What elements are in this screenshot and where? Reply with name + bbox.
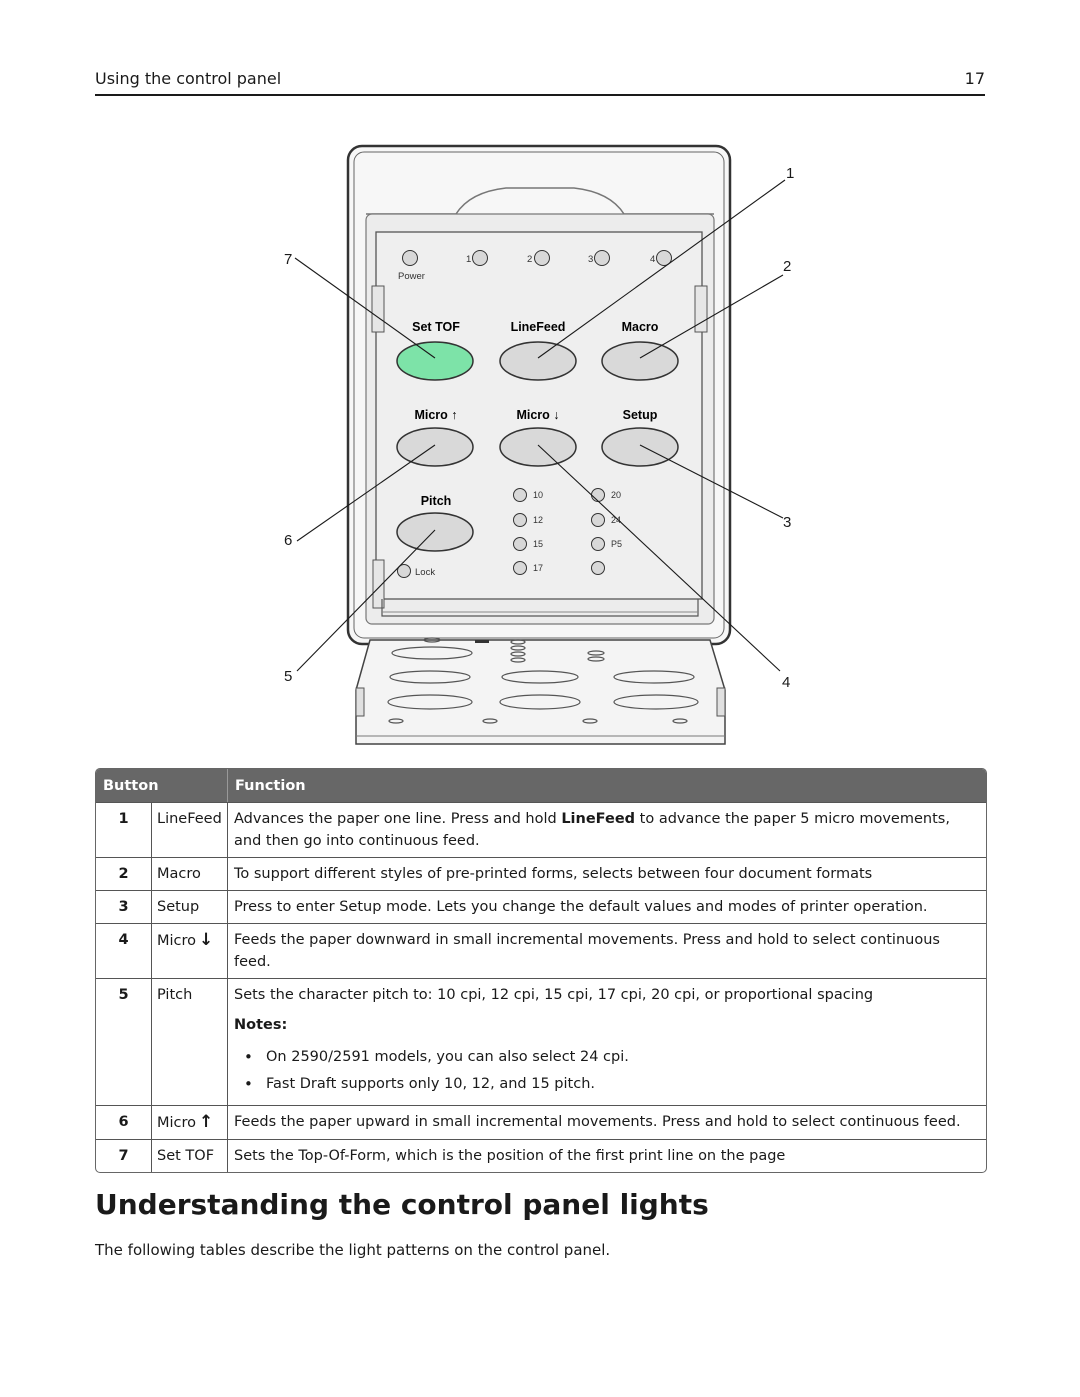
row-number: 7 (96, 1140, 152, 1172)
light-4-label: 4 (650, 254, 656, 265)
pitch-p5-label: P5 (611, 539, 623, 549)
pitch-17-light (514, 562, 527, 575)
function-text: Advances the paper one line. Press and hold (234, 811, 562, 827)
power-label: Power (398, 271, 425, 282)
table-row (96, 802, 986, 857)
set-tof-label: Set TOF (412, 320, 460, 334)
callout-1: 1 (786, 165, 795, 182)
button-name: Micro (157, 933, 197, 949)
notes-label: Notes: (234, 1017, 288, 1033)
light-1 (473, 251, 488, 266)
table-row (96, 1139, 986, 1172)
row-button: Setup (152, 891, 228, 923)
light-3 (595, 251, 610, 266)
pitch-20-light (592, 489, 605, 502)
set-tof-button[interactable] (397, 342, 473, 380)
lock-label: Lock (415, 567, 436, 578)
pitch-12-light (514, 514, 527, 527)
function-bold: LineFeed (561, 811, 636, 827)
table-header (96, 769, 986, 802)
row-function: Feeds the paper upward in small incremental movements. Press and hold to select continuous feed. (234, 1114, 961, 1130)
light-2-label: 2 (527, 254, 533, 265)
arrow-up-icon: ↑ (199, 1112, 214, 1132)
row-number: 4 (96, 924, 152, 978)
header-title: Using the control panel (95, 69, 282, 88)
pitch-24-label: 24 (611, 515, 622, 525)
table-row (96, 857, 986, 890)
pitch-p5-light (592, 538, 605, 551)
page-header (95, 68, 985, 96)
micro-up-label: Micro ↑ (414, 408, 458, 422)
header-function: Function (235, 777, 306, 794)
micro-down-button[interactable] (500, 428, 576, 466)
row-button (152, 1106, 228, 1139)
setup-button[interactable] (602, 428, 678, 466)
light-2 (535, 251, 550, 266)
setup-label: Setup (622, 408, 658, 422)
row-number: 3 (96, 891, 152, 923)
note-item: • Fast Draft supports only 10, 12, and 15 pitch. (244, 1073, 978, 1095)
row-button: Macro (152, 858, 228, 890)
row-number: 6 (96, 1106, 152, 1139)
callout-2: 2 (783, 258, 792, 275)
header-button: Button (96, 769, 228, 802)
section-title: Understanding the control panel lights (95, 1188, 709, 1221)
control-panel-diagram (270, 140, 810, 750)
row-function (228, 979, 986, 1105)
callout-5: 5 (284, 668, 293, 685)
table-row (96, 923, 986, 978)
row-button: Pitch (152, 979, 228, 1105)
callout-4: 4 (782, 674, 791, 691)
light-3-label: 3 (588, 254, 594, 265)
intro-text: The following tables describe the light patterns on the control panel. (95, 1241, 611, 1259)
pitch-button[interactable] (397, 513, 473, 551)
power-light (403, 251, 418, 266)
button-function-table (95, 768, 987, 1173)
printer-cover (356, 640, 725, 744)
pitch-15-light (514, 538, 527, 551)
row-button: Set TOF (152, 1140, 228, 1172)
linefeed-label: LineFeed (510, 320, 566, 334)
pitch-label: Pitch (420, 494, 452, 508)
page-number: 17 (964, 69, 985, 88)
row-button (152, 924, 228, 978)
pitch-15-label: 15 (533, 539, 544, 549)
function-text: to advance the paper 5 micro movements, and then go into continuous feed. (234, 811, 950, 849)
table-row (96, 890, 986, 923)
arrow-down-icon: ↓ (199, 930, 214, 950)
callout-3: 3 (783, 514, 792, 531)
table-row (96, 978, 986, 1105)
light-1-label: 1 (466, 254, 472, 265)
micro-up-button[interactable] (397, 428, 473, 466)
note-item: • On 2590/2591 models, you can also select 24 cpi. (244, 1046, 978, 1068)
pitch-20-label: 20 (611, 490, 622, 500)
cover-left-clip (356, 688, 364, 716)
pitch-24-light (592, 514, 605, 527)
cover-slot (475, 640, 489, 643)
pitch-10-label: 10 (533, 490, 544, 500)
unlabeled-light (592, 562, 605, 575)
function-text: Sets the character pitch to: 10 cpi, 12 cpi, 15 cpi, 17 cpi, 20 cpi, or proportional spacing (234, 987, 874, 1003)
notes-list (244, 1046, 978, 1095)
macro-label: Macro (621, 320, 659, 334)
linefeed-button[interactable] (500, 342, 576, 380)
micro-down-label: Micro ↓ (516, 408, 560, 422)
pitch-10-light (514, 489, 527, 502)
pitch-12-label: 12 (533, 515, 544, 525)
row-function: Feeds the paper downward in small incremental movements. Press and hold to select continuous feed. (234, 932, 940, 970)
row-number: 1 (96, 803, 152, 857)
macro-button[interactable] (602, 342, 678, 380)
left-tab (372, 286, 384, 332)
row-number: 2 (96, 858, 152, 890)
row-function (228, 803, 986, 857)
table-row (96, 1105, 986, 1139)
row-button: LineFeed (152, 803, 228, 857)
button-name: Micro (157, 1115, 197, 1131)
pitch-17-label: 17 (533, 563, 544, 573)
row-function: Sets the Top-Of-Form, which is the position of the first print line on the page (234, 1148, 786, 1164)
row-number: 5 (96, 979, 152, 1105)
callout-7: 7 (284, 251, 293, 268)
row-function: To support different styles of pre-printed forms, selects between four document formats (234, 866, 873, 882)
callout-6: 6 (284, 532, 293, 549)
row-function: Press to enter Setup mode. Lets you change the default values and modes of printer operation. (234, 899, 928, 915)
cover-right-clip (717, 688, 725, 716)
